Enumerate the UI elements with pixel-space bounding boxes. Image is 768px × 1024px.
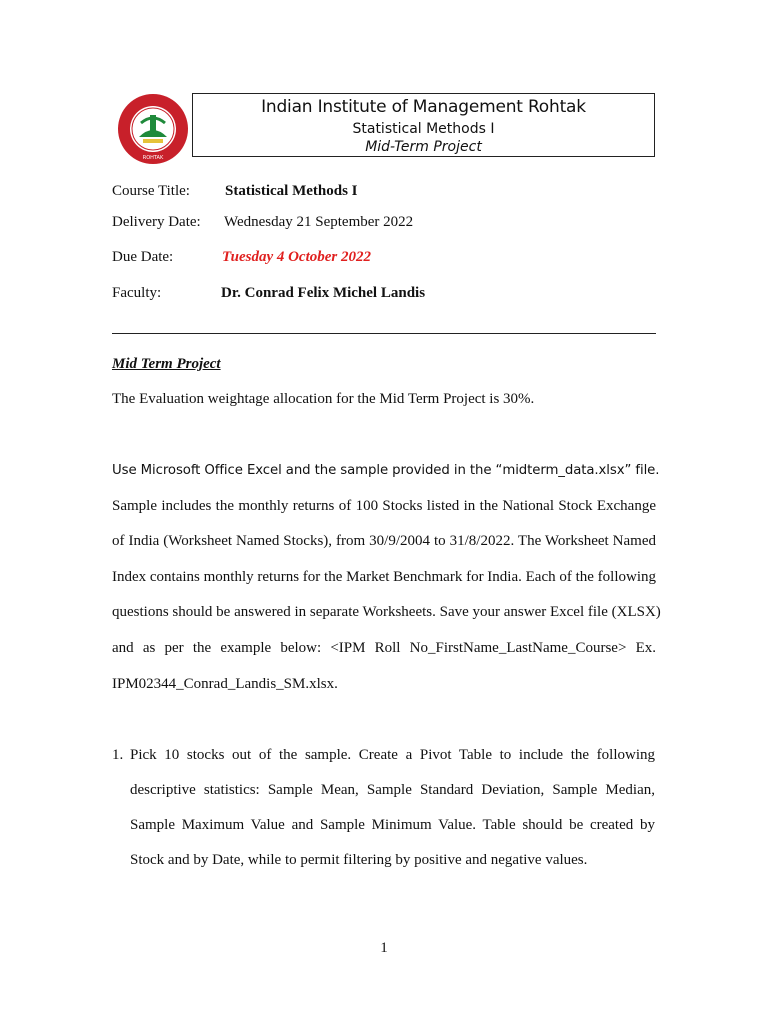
intro-line: and as per the example below: <IPM Roll No_FirstName_LastName_Course> Ex.	[112, 640, 656, 656]
faculty-label: Faculty:	[112, 285, 162, 301]
institute-name: Indian Institute of Management Rohtak	[261, 97, 586, 117]
institute-logo	[117, 93, 189, 165]
question-line: Stock and by Date, while to permit filtering by positive and negative values.	[130, 852, 588, 868]
intro-line: Sample includes the monthly returns of 100 Stocks listed in the National Stock Exchange	[112, 498, 656, 514]
iim-rohtak-seal	[117, 93, 189, 165]
project-name: Mid-Term Project	[365, 139, 482, 155]
weightage-text: The Evaluation weightage allocation for the Mid Term Project is 30%.	[112, 391, 535, 407]
course-title-label: Course Title:	[112, 183, 190, 199]
question-line: Pick 10 stocks out of the sample. Create a Pivot Table to include the following	[130, 747, 655, 763]
divider	[112, 333, 656, 334]
intro-line: of India (Worksheet Named Stocks), from 30/9/2004 to 31/8/2022. The Worksheet Named	[112, 533, 656, 549]
intro-line: Use Microsoft Office Excel and the sample provided in the “midterm_data.xlsx” file.	[112, 463, 660, 478]
intro-line: Index contains monthly returns for the Market Benchmark for India. Each of the following	[112, 569, 657, 585]
svg-text:ROHTAK: ROHTAK	[142, 155, 164, 161]
delivery-date-label: Delivery Date:	[112, 214, 201, 230]
question-line: descriptive statistics: Sample Mean, Sample Standard Deviation, Sample Median,	[130, 782, 655, 798]
course-name: Statistical Methods I	[352, 121, 495, 137]
question-line: Sample Maximum Value and Sample Minimum Value. Table should be created by	[130, 817, 655, 833]
due-date-label: Due Date:	[112, 249, 174, 265]
delivery-date-value: Wednesday 21 September 2022	[224, 214, 414, 230]
due-date-value: Tuesday 4 October 2022	[222, 249, 372, 265]
title-box	[192, 93, 655, 157]
question-number: 1.	[112, 747, 124, 763]
section-title: Mid Term Project	[112, 356, 221, 372]
course-title-value: Statistical Methods I	[225, 183, 358, 199]
intro-line: questions should be answered in separate Worksheets. Save your answer Excel file (XLSX)	[112, 604, 661, 620]
faculty-value: Dr. Conrad Felix Michel Landis	[221, 285, 426, 301]
intro-line: IPM02344_Conrad_Landis_SM.xlsx.	[112, 676, 338, 692]
page-number: 1	[380, 940, 388, 956]
